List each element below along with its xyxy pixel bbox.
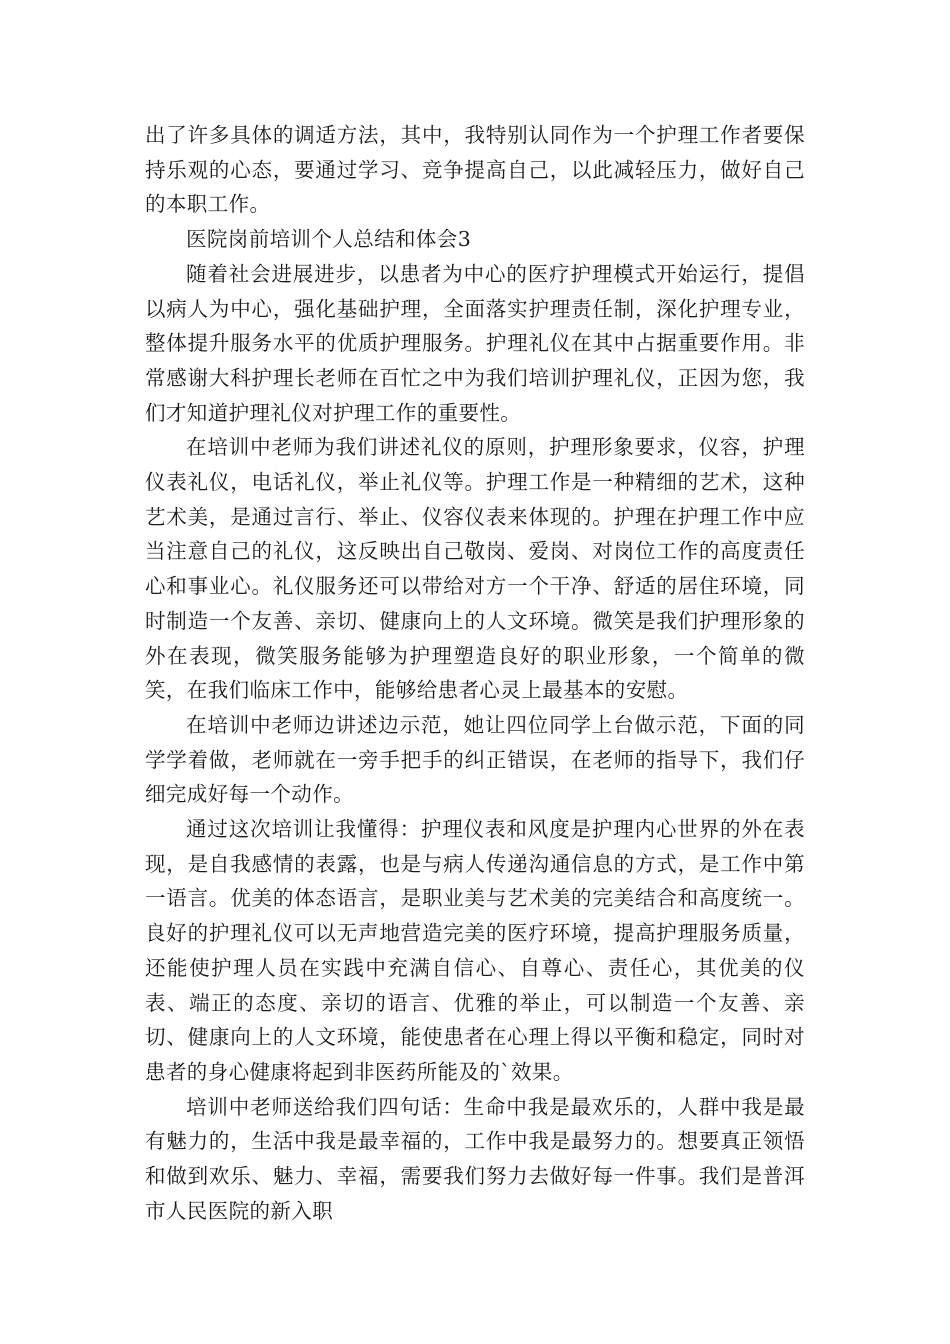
section-heading: 医院岗前培训个人总结和体会3 <box>186 227 472 252</box>
paragraph-continuation: 出了许多具体的调适方法，其中，我特别认同作为一个护理工作者要保持乐观的心态，要通过学习、竞争提高自己，以此减轻压力，做好自己的本职工作。 <box>145 123 805 217</box>
paragraph-demonstration: 在培训中老师边讲述边示范，她让四位同学上台做示范，下面的同学学着做，老师就在一旁手把手的纠正错误，在老师的指导下，我们仔细完成好每一个动作。 <box>145 712 805 807</box>
paragraph-understanding: 通过这次培训让我懂得：护理仪表和风度是护理内心世界的外在表现，是自我感情的表露，也是与病人传递沟通信息的方式，是工作中第一语言。优美的体态语言，是职业美与艺术美的完美结合和高度统一。良好的护理礼仪可以无声地营造完美的医疗环境，提高护理服务质量，还能使护理人员在实践中充满自信心、自尊心、责任心，其优美的仪表、端正的态度、亲切的语言、优雅的举止，可以制造一个友善、亲切、健康向上的人文环境，能使患者在心理上得以平衡和稳定，同时对患者的身心健康将起到非医药所能及的`效果。 <box>145 817 805 1084</box>
paragraph-etiquette-content: 在培训中老师为我们讲述礼仪的原则，护理形象要求，仪容，护理仪表礼仪，电话礼仪，举止礼仪等。护理工作是一种精细的艺术，这种艺术美，是通过言行、举止、仪容仪表来体现的。护理在护理工作中应当注意自己的礼仪，这反映出自己敬岗、爱岗、对岗位工作的高度责任心和事业心。礼仪服务还可以带给对方一个干净、舒适的居住环境，同时制造一个友善、亲切、健康向上的人文环境。微笑是我们护理形象的外在表现，微笑服务能够为护理塑造良好的职业形象，一个简单的微笑，在我们临床工作中，能够给患者心灵上最基本的安慰。 <box>145 435 805 703</box>
paragraph-four-sentences: 培训中老师送给我们四句话：生命中我是最欢乐的，人群中我是最有魅力的，生活中我是最幸福的，工作中我是最努力的。想要真正领悟和做到欢乐、魅力、幸福，需要我们努力去做好每一件事。我们是普洱市人民医院的新入职 <box>145 1094 805 1223</box>
document-page <box>145 118 805 1229</box>
paragraph-intro: 随着社会进展进步，以患者为中心的医疗护理模式开始运行，提倡以病人为中心，强化基础护理，全面落实护理责任制，深化护理专业，整体提升服务水平的优质护理服务。护理礼仪在其中占据重要作用。非常感谢大科护理长老师在百忙之中为我们培训护理礼仪，正因为您，我们才知道护理礼仪对护理工作的重要性。 <box>145 261 805 425</box>
